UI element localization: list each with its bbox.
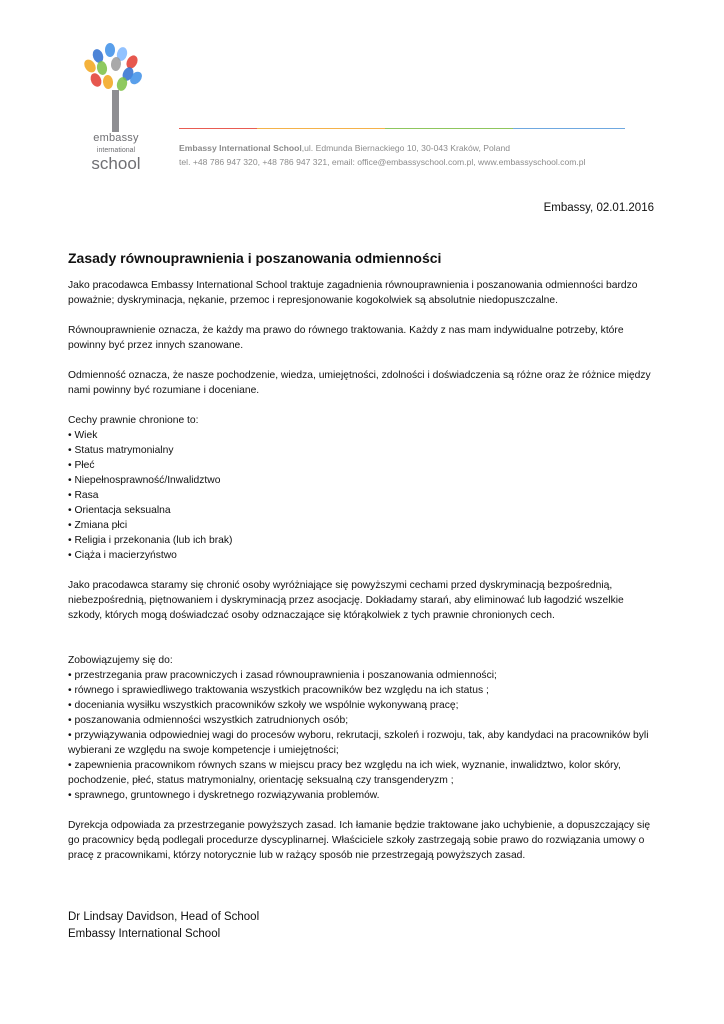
hand-leaf <box>105 43 115 57</box>
header-rule-orange <box>257 128 385 129</box>
hand-leaves <box>82 43 144 92</box>
list-item: • Płeć <box>68 458 660 473</box>
document-title: Zasady równouprawnienia i poszanowania odmienności <box>68 250 442 266</box>
header-rule-red <box>179 128 257 129</box>
list-item: • przywiązywania odpowiedniej wagi do procesów wyboru, rekrutacji, szkoleń i rozwoju, tak, aby kandydaci na pracowników byli wybierani ze względu na swoje kompetencje i umiejętności; <box>68 728 660 758</box>
signature-organization: Embassy International School <box>68 928 221 940</box>
list-item: • zapewnienia pracownikom równych szans w miejscu pracy bez względu na ich wiek, wyznanie, inwalidztwo, kolor skóry, pochodzenie, płeć, status matrymonialny, orientację seksualną czy transgenderyzm ; <box>68 758 660 788</box>
document-date: Embassy, 02.01.2016 <box>543 202 654 214</box>
hand-leaf <box>102 75 113 90</box>
tree-of-hands-icon <box>68 42 164 134</box>
logo-international-text: international <box>96 147 136 154</box>
list-item: • równego i sprawiedliwego traktowania wszystkich pracowników bez względu na ich status ; <box>68 683 660 698</box>
list-item: • Niepełnosprawność/Inwalidztwo <box>68 473 660 488</box>
paragraph-equality: Równouprawnienie oznacza, że każdy ma prawo do równego traktowania. Każdy z nas mam indywidualne potrzeby, które powinny być przez innych szanowane. <box>68 325 624 351</box>
protected-traits-list <box>68 428 660 563</box>
list-item: • Rasa <box>68 488 660 503</box>
list-item: • poszanowania odmienności wszystkich zatrudnionych osób; <box>68 713 660 728</box>
list-item: • Wiek <box>68 428 660 443</box>
list-item: • sprawnego, gruntownego i dyskretnego rozwiązywania problemów. <box>68 788 660 803</box>
traits-intro: Cechy prawnie chronione to: <box>68 415 199 426</box>
signature-name: Dr Lindsay Davidson, Head of School <box>68 911 260 923</box>
tree-trunk <box>112 90 119 132</box>
logo-school-text: school <box>91 154 141 173</box>
header-address-line <box>179 143 510 153</box>
logo-embassy-text: embassy <box>93 132 139 144</box>
signature-block <box>68 909 259 943</box>
hand-leaf <box>96 60 108 76</box>
list-item: • Orientacja seksualna <box>68 503 660 518</box>
commitments-intro: Zobowiązujemy się do: <box>68 655 173 666</box>
list-item: • przestrzegania praw pracowniczych i zasad równouprawnienia i poszanowania odmienności; <box>68 668 660 683</box>
school-logo <box>68 42 164 184</box>
paragraph-diversity: Odmienność oznacza, że nasze pochodzenie, wiedza, umiejętności, zdolności i doświadczenia są różne oraz że różnice między nami powinny być rozumiane i doceniane. <box>68 370 651 396</box>
list-item: • Ciąża i macierzyństwo <box>68 548 660 563</box>
paragraph-enforcement: Dyrekcja odpowiada za przestrzeganie powyższych zasad. Ich łamanie będzie traktowane jako uchybienie, a dopuszczający się go pracownicy będą podlegali procedurze dyscyplinarnej. Właściciele szkoły zastrzegają sobie prawo do rozwiązania umowy o pracę z pracownikami, którzy notorycznie lub w rażący sposób nie przestrzegają powyższych zasad. <box>68 820 651 861</box>
header-rule-green <box>385 128 513 129</box>
list-item: • Zmiana płci <box>68 518 660 533</box>
document-body <box>68 278 660 878</box>
paragraph-intro: Jako pracodawca Embassy International School traktuje zagadnienia równouprawnienia i poszanowania odmienności bardzo poważnie; dyskryminacja, nękanie, przemoc i represjonowanie kogokolwiek są absolutnie niedopuszczalne. <box>68 280 638 306</box>
header-rule-blue <box>513 128 625 129</box>
paragraph-protection: Jako pracodawca staramy się chronić osoby wyróżniające się powyższymi cechami przed dyskryminacją bezpośrednią, niebezpośrednią, piętnowaniem i dyskryminacją przez asocjację. Dokładamy starań, aby eliminować lub łagodzić wszelkie szkody, których mogą doświadczać osoby odznaczające się którąkolwiek z tych prawnie chronionych cech. <box>68 580 624 621</box>
header-contact-line: tel. +48 786 947 320, +48 786 947 321, email: office@embassyschool.com.pl, www.embassyschool.com.pl <box>179 157 586 167</box>
header-address: ,ul. Edmunda Biernackiego 10, 30-043 Kraków, Poland <box>301 143 511 153</box>
list-item: • doceniania wysiłku wszystkich pracowników szkoły we wspólnie wykonywaną pracę; <box>68 698 660 713</box>
list-item: • Status matrymonialny <box>68 443 660 458</box>
header-org-name: Embassy International School <box>179 143 302 153</box>
commitments-list <box>68 668 660 803</box>
list-item: • Religia i przekonania (lub ich brak) <box>68 533 660 548</box>
